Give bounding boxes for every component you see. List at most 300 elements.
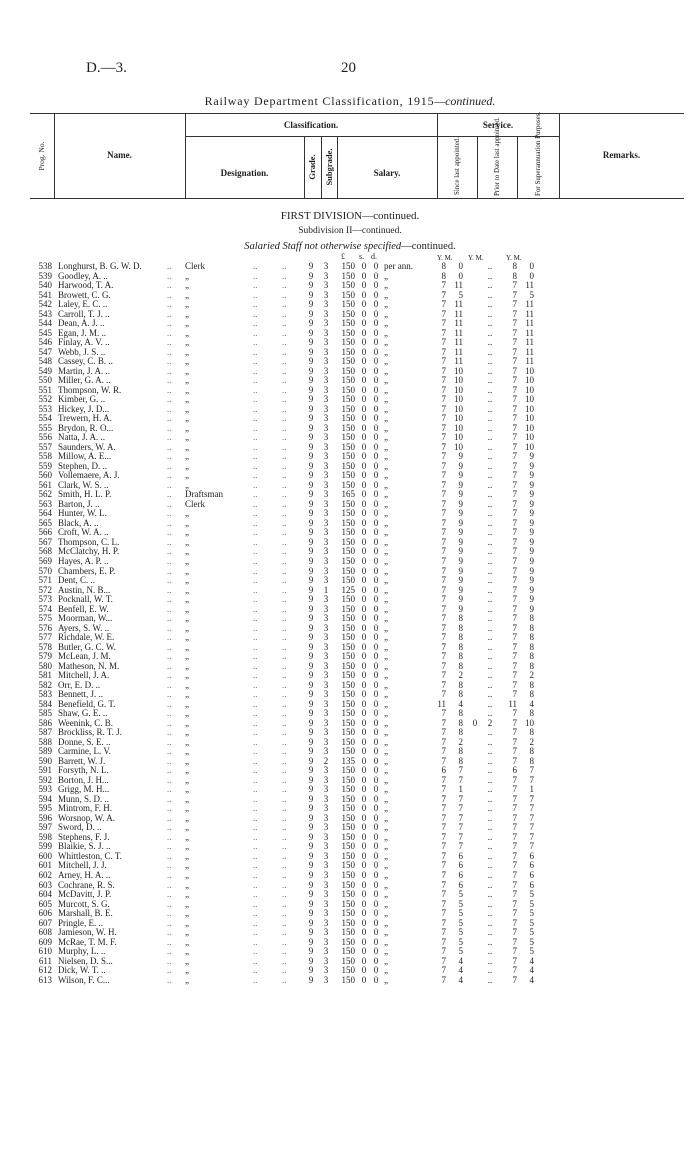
prior-months: .. (487, 527, 493, 538)
salary-pounds: 150 (341, 299, 355, 310)
leader-dots: .. (167, 974, 172, 985)
prog-no: 584 (38, 698, 52, 709)
prior-months: .. (487, 318, 493, 329)
salary-pence: 0 (373, 413, 379, 424)
super-years: 7 (512, 622, 517, 633)
staff-name: Bennett, J. .. (58, 689, 103, 700)
salary-period: „ (384, 746, 388, 757)
super-months: 6 (529, 850, 534, 861)
salary-pounds: 150 (341, 717, 355, 728)
subgrade: 3 (323, 689, 329, 700)
leader-dots: .. (253, 755, 258, 766)
prior-months: .. (487, 974, 493, 985)
salary-pence: 0 (373, 356, 379, 367)
subgrade: 3 (323, 422, 329, 433)
since-last-years: 7 (441, 384, 446, 395)
since-last-years: 7 (441, 965, 446, 976)
super-months: 10 (525, 441, 534, 452)
subgrade: 3 (323, 955, 329, 966)
super-months: 7 (529, 803, 534, 814)
leader-dots: .. (167, 594, 172, 605)
salary-pounds: 150 (341, 784, 355, 795)
leader-dots: .. (253, 441, 258, 452)
since-last-months: 4 (458, 974, 463, 985)
salary-shillings: 0 (361, 755, 367, 766)
since-last-months: 9 (458, 517, 463, 528)
super-months: 2 (529, 670, 534, 681)
salary-shillings: 0 (361, 451, 367, 462)
designation: „ (185, 860, 189, 871)
super-years: 7 (512, 670, 517, 681)
salary-pounds: 150 (341, 727, 355, 738)
salary-period: „ (384, 917, 388, 928)
prog-no: 549 (38, 365, 52, 376)
super-years: 7 (512, 337, 517, 348)
salary-shillings: 0 (361, 356, 367, 367)
salary-pence: 0 (373, 774, 379, 785)
leader-dots: .. (167, 927, 172, 938)
prog-no: 571 (38, 575, 52, 586)
subgrade: 3 (323, 812, 329, 823)
salary-period: „ (384, 603, 388, 614)
prior-months: .. (487, 261, 493, 271)
subgrade: 3 (323, 784, 329, 795)
grade: 9 (308, 850, 314, 861)
leader-dots: .. (167, 470, 172, 481)
super-months: 9 (529, 498, 534, 509)
salary-shillings: 0 (361, 746, 367, 757)
designation: „ (185, 841, 189, 852)
header-designation: Designation. (220, 168, 269, 178)
leader-dots: .. (167, 441, 172, 452)
prior-months: .. (487, 727, 493, 738)
designation: „ (185, 898, 189, 909)
since-last-years: 7 (441, 784, 446, 795)
leader-dots: .. (253, 974, 258, 985)
leader-dots: .. (167, 955, 172, 966)
staff-name: Smith, H. L. P. (58, 489, 112, 500)
salary-pence: 0 (373, 498, 379, 509)
super-years: 7 (512, 641, 517, 652)
designation: „ (185, 632, 189, 643)
super-years: 7 (512, 451, 517, 462)
designation: „ (185, 299, 189, 310)
designation: „ (185, 375, 189, 386)
salary-pence: 0 (373, 460, 379, 471)
since-last-months: 11 (454, 318, 463, 329)
grade: 9 (308, 812, 314, 823)
prog-no: 604 (38, 889, 52, 900)
grade: 9 (308, 936, 314, 947)
grade: 9 (308, 280, 314, 291)
subgrade: 3 (323, 308, 329, 319)
since-last-months: 11 (454, 337, 463, 348)
since-last-years: 7 (441, 889, 446, 900)
subgrade: 3 (323, 489, 329, 500)
leader-dots: .. (167, 555, 172, 566)
salary-period: „ (384, 460, 388, 471)
salary-pence: 0 (373, 441, 379, 452)
prior-months: .. (487, 536, 493, 547)
salary-pence: 0 (373, 850, 379, 861)
salary-pence: 0 (373, 927, 379, 938)
prior-months: .. (487, 870, 493, 880)
since-last-years: 7 (441, 594, 446, 605)
super-months: 9 (529, 565, 534, 576)
grade: 9 (308, 261, 314, 271)
subgrade: 3 (323, 365, 329, 376)
leader-dots: .. (253, 270, 258, 281)
salary-pence: 0 (373, 280, 379, 291)
grade: 9 (308, 594, 314, 605)
since-last-months: 9 (458, 536, 463, 547)
leader-dots: .. (282, 289, 287, 300)
salary-pence: 0 (373, 508, 379, 519)
grade: 9 (308, 946, 314, 957)
salary-shillings: 0 (361, 698, 367, 709)
salary-pounds: 150 (341, 689, 355, 700)
leader-dots: .. (167, 308, 172, 319)
subgrade: 3 (323, 632, 329, 643)
leader-dots: .. (253, 594, 258, 605)
salary-shillings: 0 (361, 479, 367, 490)
leader-dots: .. (282, 365, 287, 376)
unit-prior: Y. M. (468, 254, 484, 262)
leader-dots: .. (253, 946, 258, 957)
super-months: 11 (525, 327, 534, 338)
leader-dots: .. (253, 280, 258, 291)
prog-no: 561 (38, 479, 52, 490)
salary-pounds: 150 (341, 527, 355, 538)
grade: 9 (308, 375, 314, 386)
since-last-years: 7 (441, 346, 446, 357)
leader-dots: .. (282, 717, 287, 728)
salary-pounds: 150 (341, 889, 355, 900)
salary-pence: 0 (373, 908, 379, 919)
super-months: 11 (525, 346, 534, 357)
leader-dots: .. (167, 546, 172, 557)
salary-period: „ (384, 727, 388, 738)
designation: „ (185, 717, 189, 728)
leader-dots: .. (167, 689, 172, 700)
salary-pounds: 150 (341, 974, 355, 985)
super-years: 7 (512, 793, 517, 804)
super-months: 5 (529, 289, 534, 300)
super-years: 7 (512, 850, 517, 861)
grade: 9 (308, 841, 314, 852)
prog-no: 563 (38, 498, 52, 509)
leader-dots: .. (167, 660, 172, 671)
prog-no: 543 (38, 308, 52, 319)
salary-pence: 0 (373, 879, 379, 890)
super-years: 7 (512, 974, 517, 985)
leader-dots: .. (253, 641, 258, 652)
super-years: 7 (512, 736, 517, 747)
leader-dots: .. (167, 622, 172, 633)
since-last-years: 7 (441, 936, 446, 947)
since-last-months: 9 (458, 527, 463, 538)
staff-name: Forsyth, N. L. (58, 765, 109, 776)
staff-name: Butler, G. C. W. (58, 641, 116, 652)
prog-no: 608 (38, 927, 52, 938)
super-months: 6 (529, 870, 534, 880)
salary-pence: 0 (373, 784, 379, 795)
salary-pounds: 150 (341, 403, 355, 414)
header-grade: Grade. (307, 154, 317, 180)
leader-dots: .. (282, 527, 287, 538)
super-months: 6 (529, 860, 534, 871)
salary-shillings: 0 (361, 613, 367, 624)
super-years: 7 (512, 575, 517, 586)
prog-no: 551 (38, 384, 52, 395)
salary-period: „ (384, 517, 388, 528)
super-years: 7 (512, 708, 517, 719)
grade: 9 (308, 384, 314, 395)
since-last-years: 8 (441, 261, 446, 271)
leader-dots: .. (167, 365, 172, 376)
since-last-years: 7 (441, 613, 446, 624)
since-last-months: 9 (458, 603, 463, 614)
subgrade: 3 (323, 641, 329, 652)
salary-period: „ (384, 927, 388, 938)
leader-dots: .. (282, 584, 287, 595)
designation: „ (185, 793, 189, 804)
super-months: 7 (529, 793, 534, 804)
leader-dots: .. (253, 584, 258, 595)
prior-months: .. (487, 927, 493, 938)
leader-dots: .. (253, 451, 258, 462)
subgrade: 3 (323, 356, 329, 367)
leader-dots: .. (253, 965, 258, 976)
prog-no: 558 (38, 451, 52, 462)
staff-name: Croft, W. A. .. (58, 527, 109, 538)
salary-pounds: 150 (341, 774, 355, 785)
since-last-years: 7 (441, 441, 446, 452)
super-months: 10 (525, 384, 534, 395)
staff-name: Hickey, J. D... (58, 403, 110, 414)
since-last-years: 7 (441, 422, 446, 433)
staff-name: Carroll, T. J. .. (58, 308, 110, 319)
leader-dots: .. (253, 803, 258, 814)
leader-dots: .. (282, 860, 287, 871)
leader-dots: .. (253, 479, 258, 490)
leader-dots: .. (282, 470, 287, 481)
salary-shillings: 0 (361, 898, 367, 909)
salary-pence: 0 (373, 584, 379, 595)
super-months: 8 (529, 689, 534, 700)
super-months: 5 (529, 946, 534, 957)
salary-pence: 0 (373, 299, 379, 310)
since-last-years: 7 (441, 584, 446, 595)
super-years: 11 (508, 698, 517, 709)
staff-name: Carmine, L. V. (58, 746, 111, 757)
title-continued: —continued. (434, 94, 496, 108)
header-subgrade: Subgrade. (324, 148, 334, 186)
leader-dots: .. (282, 812, 287, 823)
super-months: 8 (529, 613, 534, 624)
leader-dots: .. (167, 860, 172, 871)
salary-pounds: 150 (341, 812, 355, 823)
since-last-months: 9 (458, 555, 463, 566)
grade: 9 (308, 717, 314, 728)
grade: 9 (308, 622, 314, 633)
salary-period: „ (384, 784, 388, 795)
leader-dots: .. (282, 413, 287, 424)
leader-dots: .. (253, 717, 258, 728)
salary-pence: 0 (373, 327, 379, 338)
prior-months: .. (487, 917, 493, 928)
salary-shillings: 0 (361, 927, 367, 938)
staff-name: Austin, N. B... (58, 584, 111, 595)
super-months: 11 (525, 280, 534, 291)
super-years: 7 (512, 717, 517, 728)
prior-months: .. (487, 898, 493, 909)
header-prog-no: Prog. No. (37, 141, 46, 171)
since-last-years: 7 (441, 498, 446, 509)
document-reference: D.—3. (86, 60, 127, 76)
salary-pounds: 150 (341, 908, 355, 919)
unit-pounds: £ (341, 252, 345, 261)
salary-period: „ (384, 508, 388, 519)
grade: 9 (308, 679, 314, 690)
super-months: 10 (525, 717, 534, 728)
grade: 9 (308, 403, 314, 414)
leader-dots: .. (282, 955, 287, 966)
super-years: 7 (512, 327, 517, 338)
super-months: 8 (529, 660, 534, 671)
prior-months: .. (487, 955, 493, 966)
salary-pounds: 150 (341, 575, 355, 586)
super-years: 7 (512, 308, 517, 319)
subgrade: 3 (323, 793, 329, 804)
salary-pounds: 150 (341, 356, 355, 367)
super-months: 4 (529, 974, 534, 985)
unit-shillings: s. (359, 252, 365, 261)
prior-months: .. (487, 356, 493, 367)
prog-no: 592 (38, 774, 52, 785)
subgrade: 3 (323, 594, 329, 605)
salary-pounds: 150 (341, 375, 355, 386)
grade: 9 (308, 498, 314, 509)
designation: „ (185, 337, 189, 348)
leader-dots: .. (167, 584, 172, 595)
super-years: 7 (512, 356, 517, 367)
prior-months: .. (487, 384, 493, 395)
salary-shillings: 0 (361, 555, 367, 566)
leader-dots: .. (167, 736, 172, 747)
salary-pounds: 150 (341, 327, 355, 338)
subgrade: 3 (323, 708, 329, 719)
salary-shillings: 0 (361, 441, 367, 452)
prior-months: .. (487, 841, 493, 852)
since-last-months: 8 (458, 651, 463, 662)
salary-pence: 0 (373, 670, 379, 681)
staff-name: Hayes, A. P. .. (58, 555, 109, 566)
leader-dots: .. (167, 850, 172, 861)
super-years: 7 (512, 422, 517, 433)
salary-period: „ (384, 870, 388, 880)
designation: „ (185, 917, 189, 928)
leader-dots: .. (253, 460, 258, 471)
since-last-years: 7 (441, 803, 446, 814)
prior-months: .. (487, 689, 493, 700)
salary-shillings: 0 (361, 546, 367, 557)
staff-name: Dick, W. T. .. (58, 965, 106, 976)
salary-pounds: 150 (341, 736, 355, 747)
staff-name: Brockliss, R. T. J. (58, 727, 122, 738)
staff-name: Mintrom, F. H. (58, 803, 113, 814)
staff-name: Marshall, B. E. (58, 908, 113, 919)
salary-period: „ (384, 689, 388, 700)
designation: „ (185, 603, 189, 614)
salary-shillings: 0 (361, 413, 367, 424)
subgrade: 3 (323, 965, 329, 976)
prior-months: .. (487, 299, 493, 310)
prior-months: .. (487, 803, 493, 814)
since-last-years: 7 (441, 670, 446, 681)
subgrade: 3 (323, 384, 329, 395)
super-months: 8 (529, 641, 534, 652)
leader-dots: .. (253, 822, 258, 833)
since-last-years: 7 (441, 575, 446, 586)
super-months: 9 (529, 555, 534, 566)
leader-dots: .. (253, 394, 258, 405)
designation: „ (185, 318, 189, 329)
staff-name: Benfell, E. W. (58, 603, 109, 614)
leader-dots: .. (167, 746, 172, 757)
prog-no: 548 (38, 356, 52, 367)
leader-dots: .. (167, 755, 172, 766)
leader-dots: .. (282, 632, 287, 643)
leader-dots: .. (253, 689, 258, 700)
super-months: 9 (529, 470, 534, 481)
prog-no: 566 (38, 527, 52, 538)
designation: „ (185, 803, 189, 814)
since-last-months: 5 (458, 917, 463, 928)
staff-name: Chambers, E. P. (58, 565, 116, 576)
grade: 9 (308, 660, 314, 671)
grade: 9 (308, 394, 314, 405)
leader-dots: .. (167, 965, 172, 976)
super-months: 4 (529, 955, 534, 966)
salary-period: „ (384, 289, 388, 300)
prog-no: 602 (38, 870, 52, 880)
since-last-years: 7 (441, 536, 446, 547)
salary-shillings: 0 (361, 803, 367, 814)
prog-no: 554 (38, 413, 52, 424)
salary-shillings: 0 (361, 850, 367, 861)
prior-months: .. (487, 603, 493, 614)
subgrade: 3 (323, 946, 329, 957)
leader-dots: .. (282, 898, 287, 909)
since-last-years: 7 (441, 489, 446, 500)
super-years: 7 (512, 870, 517, 880)
staff-name: Grigg, M. H... (58, 784, 110, 795)
subgrade: 3 (323, 698, 329, 709)
salary-pounds: 150 (341, 927, 355, 938)
leader-dots: .. (167, 784, 172, 795)
grade: 9 (308, 575, 314, 586)
leader-dots: .. (282, 441, 287, 452)
leader-dots: .. (167, 536, 172, 547)
prog-no: 596 (38, 812, 52, 823)
leader-dots: .. (253, 679, 258, 690)
super-months: 8 (529, 727, 534, 738)
salary-shillings: 0 (361, 536, 367, 547)
super-months: 8 (529, 708, 534, 719)
salary-pounds: 150 (341, 622, 355, 633)
header-salary: Salary. (373, 168, 401, 178)
